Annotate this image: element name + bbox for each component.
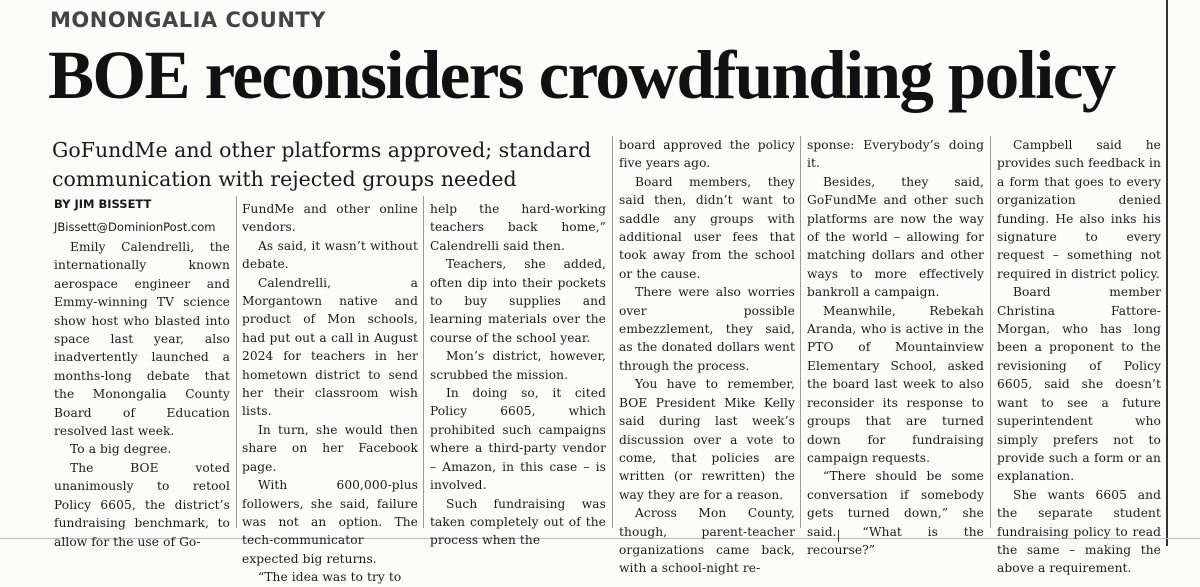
paragraph: To a big degree. (70, 442, 172, 457)
paragraph: There were also worries over possible embezzlement, they said, as the donated dollars went through the process. (619, 285, 795, 373)
paragraph: Meanwhile, Rebekah Aranda, who is active in the PTO of Mountainview Elementary School, asked the board last week to also reconsider its response to groups that are turned down for fundraising campaign requests. (807, 303, 984, 465)
paragraph: With 600,000-plus followers, she said, failure was not an option. The tech-communicator expected big returns. (242, 478, 418, 566)
paragraph: The BOE voted unanimously to retool Policy 6605, the district’s fundraising benchmark, to allow for the use of Go- (54, 460, 230, 549)
article-column-3 (430, 200, 606, 550)
paragraph: Emily Calendrelli, the internationally known aerospace engineer and Emmy-winning TV science show host who blasted into space last year, also inadvertently launched a months-long debate that the Monongalia County Board of Education resolved last week. (54, 240, 230, 439)
paragraph: Mon’s district, however, scrubbed the mission. (430, 349, 606, 382)
paragraph: Calendrelli, a Morgantown native and product of Mon schools, had put out a call in August 2024 for teachers in her hometown district to send her their classroom wish lists. (242, 275, 418, 419)
paragraph: Board member Christina Fattore-Morgan, who has long been a proponent to the revisioning of Policy 6605, said she doesn’t want to see a future superintendent who simply prefers not to provide such a form or an explanation. (997, 285, 1161, 484)
paragraph: board approved the policy five years ago. (619, 138, 795, 171)
article-column-1 (54, 238, 230, 551)
article-column-4 (619, 136, 795, 578)
paragraph: Teachers, she added, often dip into their pockets to buy supplies and learning materials over the course of the school year. (430, 257, 606, 345)
paragraph: Besides, they said, GoFundMe and other such platforms are now the way of the world – allowing for matching dollars and other ways to more effectively bankroll a campaign. (807, 174, 984, 300)
column-rule (236, 196, 237, 528)
paragraph: FundMe and other online vendors. (242, 202, 418, 235)
article-column-6 (997, 136, 1161, 578)
author-email[interactable]: JBissett@DominionPost.com (54, 220, 216, 234)
paragraph: In doing so, it cited Policy 6605, which prohibited such campaigns where a third-party vendor – Amazon, in this case – is involved. (430, 386, 606, 493)
article-column-2 (242, 200, 418, 587)
paragraph: She wants 6605 and the separate student fundraising policy to read the same – making the above a requirement. (997, 487, 1161, 576)
page-edge-rule (1166, 0, 1168, 546)
paragraph: Such fundraising was taken completely out of the process when the (430, 496, 606, 548)
paragraph: “The idea was to try to (258, 570, 402, 585)
paragraph: As said, it wasn’t without debate. (242, 238, 418, 272)
paragraph: “There should be some conversation if somebody gets turned down,” she said. “What is the recourse?” (807, 469, 984, 557)
paragraph: Board members, they said then, didn’t want to saddle any groups with additional user fees that took away from the school or the cause. (619, 174, 795, 281)
section-kicker: MONONGALIA COUNTY (50, 8, 326, 32)
headline: BOE reconsiders crowdfunding policy (48, 37, 1115, 113)
subheadline: GoFundMe and other platforms approved; standard communication with rejected groups needed (52, 138, 592, 191)
byline: BY JIM BISSETT (54, 197, 152, 211)
column-rule (990, 136, 991, 528)
paragraph: In turn, she would then share on her Facebook page. (242, 422, 418, 474)
paragraph: Across Mon County, though, parent-teacher organizations came back, with a school-night re- (619, 506, 795, 576)
paragraph: You have to remember, BOE President Mike Kelly said during last week’s discussion over a vote to come, that policies are written (or rewritten) the way they are for a reason. (619, 377, 795, 502)
paragraph: help the hard-working teachers back home,” Calendrelli said then. (430, 202, 606, 253)
column-rule (800, 136, 801, 528)
paragraph: sponse: Everybody’s doing it. (807, 138, 984, 171)
column-rule (423, 196, 424, 528)
article-column-5 (807, 136, 984, 559)
paragraph: Campbell said he provides such feedback in a form that goes to every organization denied funding. He also inks his signature to every request – something not required in district policy. (997, 138, 1161, 281)
column-rule (612, 136, 613, 528)
